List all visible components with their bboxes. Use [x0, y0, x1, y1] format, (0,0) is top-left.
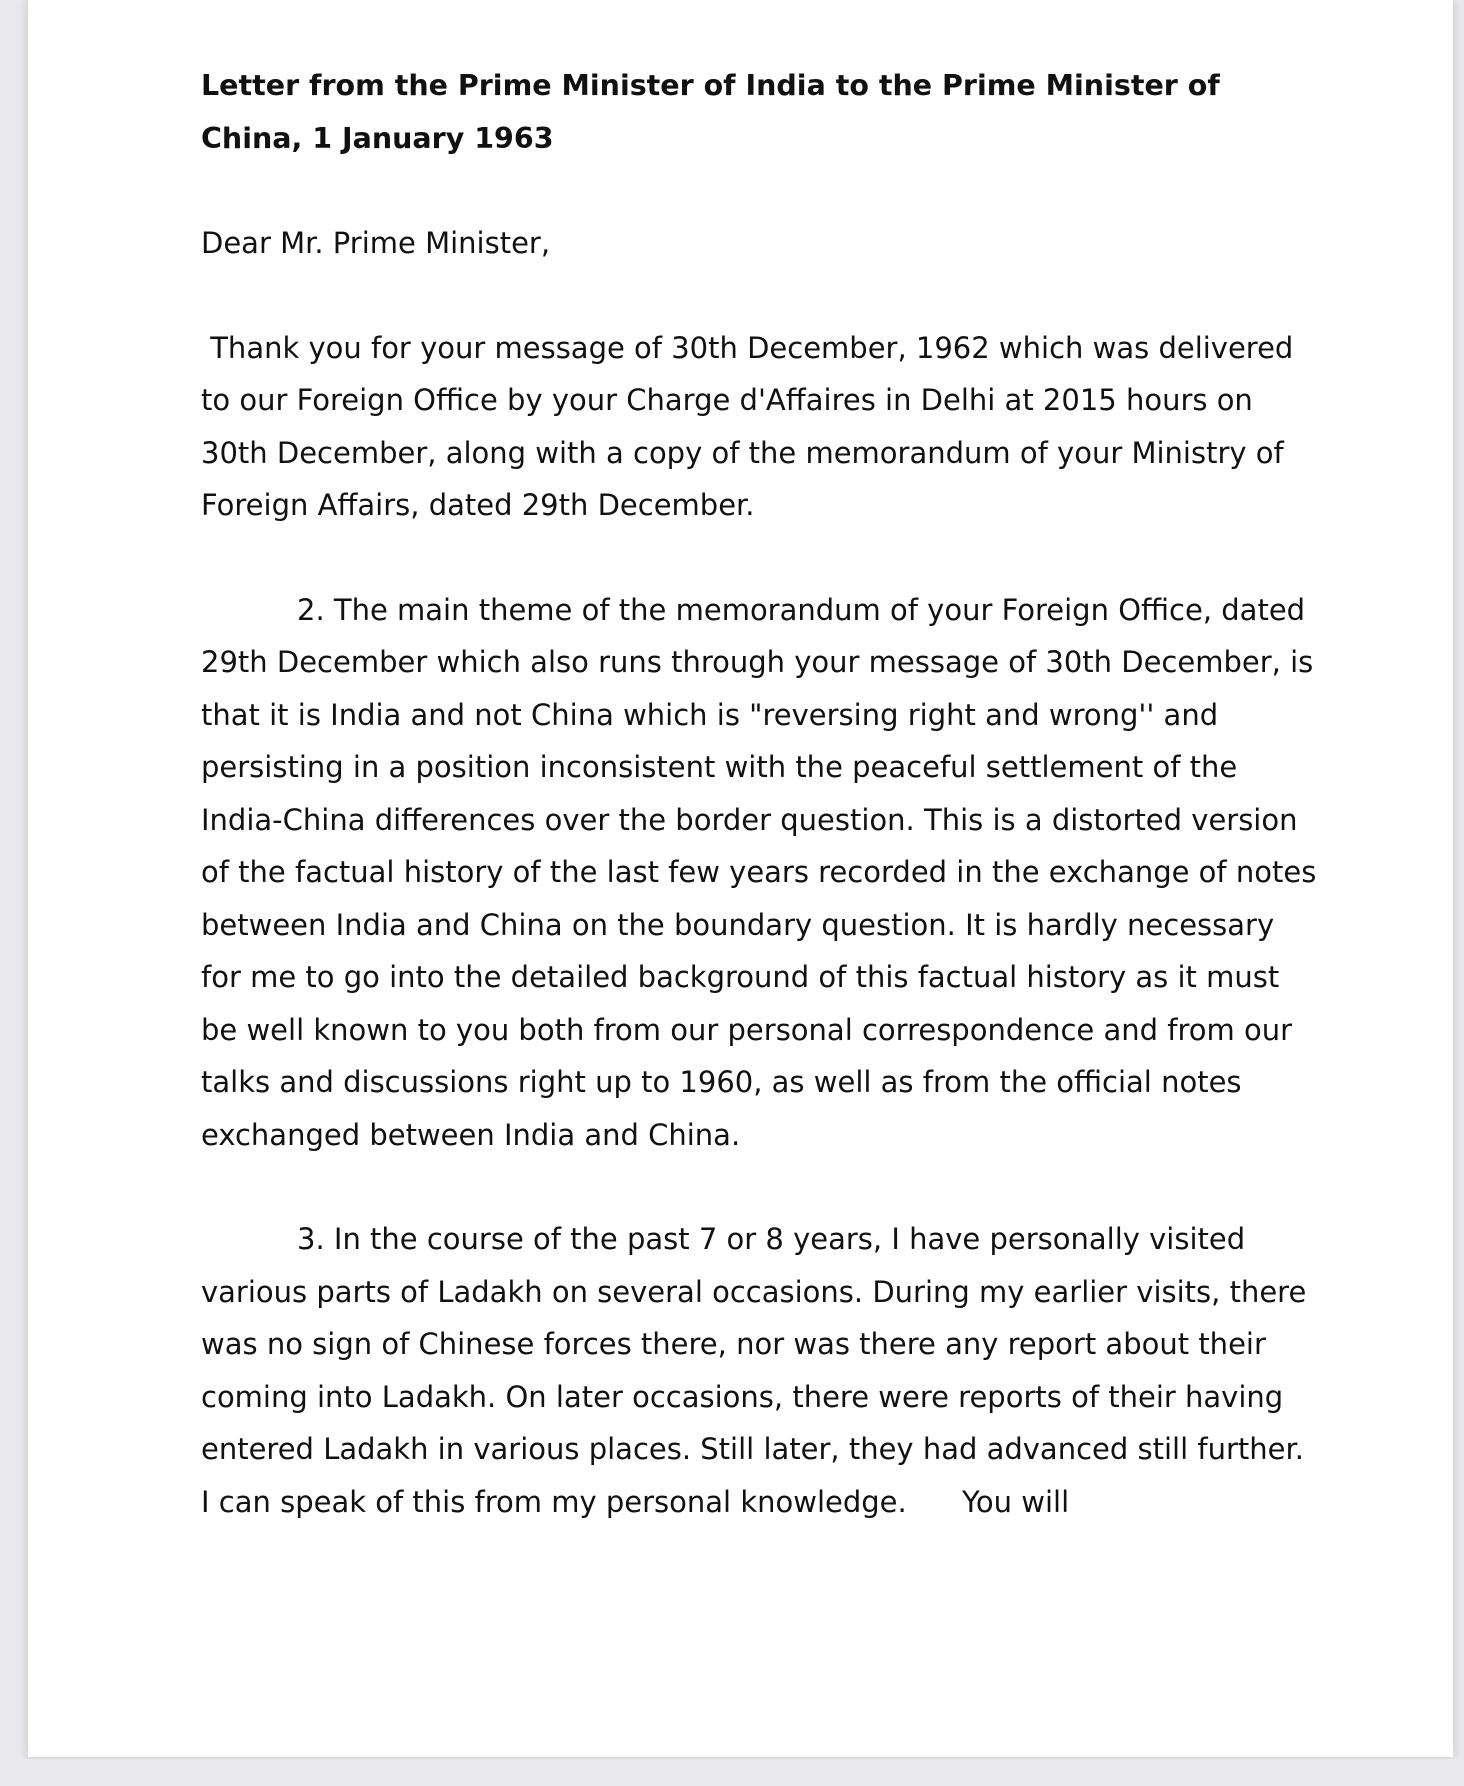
document-body [201, 60, 1326, 1528]
paragraph-1: Thank you for your message of 30th December, 1962 which was delivered to our Foreign Office by your Charge d'Affaires in Delhi at 2015 hours on 30th December, along with a copy of the memorandum of your Ministry of Foreign Affairs, dated 29th December. [201, 330, 1303, 522]
salutation: Dear Mr. Prime Minister, [201, 226, 551, 260]
document-page [28, 0, 1453, 1757]
paragraph-2: 2. The main theme of the memorandum of your Foreign Office, dated 29th December which also runs through your message of 30th December, is that it is India and not China which is "reversing right and wrong'' and persisting in a position inconsistent with the peaceful settlement of the India-China differences over the border question. This is a distorted version of the factual history of the last few years recorded in the exchange of notes between India and China on the boundary question. It is hardly necessary for me to go into the detailed background of this factual history as it must be well known to you both from our personal correspondence and from our talks and discussions right up to 1960, as well as from the official notes exchanged between India and China. [201, 592, 1326, 1152]
page-gap [0, 1759, 1464, 1786]
paragraph-3: 3. In the course of the past 7 or 8 years, I have personally visited various parts of Ladakh on several occasions. During my earlier visits, there was no sign of Chinese forces there, nor was there any report about their coming into Ladakh. On later occasions, there were reports of their having entered Ladakh in various places. Still later, they had advanced still further. I can speak of this from my personal knowledge. You will [201, 1222, 1316, 1519]
letter-title: Letter from the Prime Minister of India to the Prime Minister of China, 1 January 1963 [201, 69, 1220, 155]
